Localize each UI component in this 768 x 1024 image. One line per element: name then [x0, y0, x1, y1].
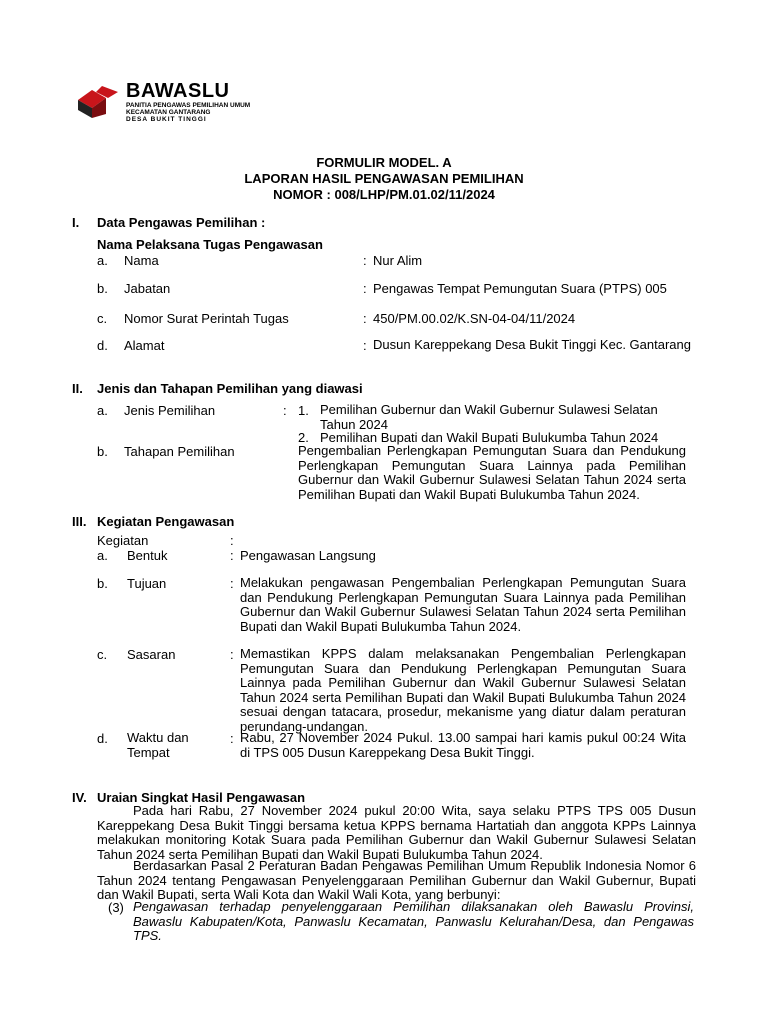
s1-d-value: Dusun Kareppekang Desa Bukit Tinggi Kec. Gantarang	[373, 337, 691, 352]
logo-line-1: PANITIA PENGAWAS PEMILIHAN UMUM	[126, 102, 251, 109]
s2-b-value: Pengembalian Perlengkapan Pemungutan Suara dan Pendukung Perlengkapan Pemungutan Suara Lainnya pada Pemilihan Gubernur dan Wakil Gubernur Sulawesi Selatan Tahun 2024 serta Pemilihan Bupati dan Wakil Bupati Bulukumba Tahun 2024.	[298, 443, 686, 502]
s3-kegiatan-colon: :	[230, 533, 234, 548]
s2-a-item-2-text: Pemilihan Bupati dan Wakil Bupati Bulukumba Tahun 2024	[320, 430, 659, 445]
s1-a-colon: :	[363, 253, 367, 268]
s3-b-letter: b.	[97, 576, 108, 591]
section-2-title: Jenis dan Tahapan Pemilihan yang diawasi	[97, 381, 363, 396]
s1-d-letter: d.	[97, 338, 108, 353]
section-1-number: I.	[72, 215, 80, 230]
s4-quote-text: Pengawasan terhadap penyelenggaraan Pemilihan dilaksanakan oleh Bawaslu Provinsi, Bawaslu Kabupaten/Kota, Panwaslu Kecamatan, Panwaslu Kelurahan/Desa, dan Pengawas TPS.	[133, 899, 694, 943]
s1-b-value: Pengawas Tempat Pemungutan Suara (PTPS) 005	[373, 281, 667, 296]
section-4-number: IV.	[72, 790, 87, 805]
s1-b-letter: b.	[97, 281, 108, 296]
s3-c-letter: c.	[97, 647, 108, 662]
form-title: FORMULIR MODEL. A	[316, 155, 452, 170]
s2-a-item-1-number: 1.	[298, 403, 309, 418]
section-1-subtitle: Nama Pelaksana Tugas Pengawasan	[97, 237, 323, 252]
s3-c-colon: :	[230, 647, 234, 662]
s3-c-value: Memastikan KPPS dalam melaksanakan Pengembalian Perlengkapan Pemungutan Suara dan Pendukung Perlengkapan Pemungutan Suara Lainnya pada Pemilihan Gubernur dan Wakil Gubernur Sulawesi Selatan Tahun 2024 serta Pemilihan Bupati dan Wakil Bupati Bulukumba Tahun 2024 sesuai dengan tatacara, prosedur, mekanisme yang diatur dalam peraturan perundang-undangan.	[240, 646, 686, 734]
s3-a-letter: a.	[97, 548, 108, 563]
s2-a-item-1-text: Pemilihan Gubernur dan Wakil Gubernur Sulawesi Selatan Tahun 2024	[320, 402, 658, 432]
s4-paragraph-1: Pada hari Rabu, 27 November 2024 pukul 20:00 Wita, saya selaku PTPS TPS 005 Dusun Kareppekang Desa Bukit Tinggi bersama ketua KPPS bernama Hartatiah dan anggota KPPs Lainnya melakukan monitoring Kotak Suara pada Pemilihan Gubernur dan Wakil Gubernur Sulawesi Selatan Tahun 2024 serta Pemilihan Bupati dan Wakil Bupati Bulukumba Tahun 2024.	[97, 803, 696, 862]
s2-a-label: Jenis Pemilihan	[124, 403, 216, 418]
logo-line-3: DESA BUKIT TINGGI	[126, 116, 207, 123]
s2-b-label: Tahapan Pemilihan	[124, 444, 235, 459]
s3-d-letter: d.	[97, 731, 108, 746]
s2-a-letter: a.	[97, 403, 108, 418]
s1-c-value: 450/PM.00.02/K.SN-04-04/11/2024	[373, 311, 576, 326]
logo-wordmark: BAWASLU	[126, 80, 230, 102]
s3-b-colon: :	[230, 576, 234, 591]
s1-c-label: Nomor Surat Perintah Tugas	[124, 311, 289, 326]
section-2-number: II.	[72, 381, 83, 396]
s3-a-value: Pengawasan Langsung	[240, 548, 376, 563]
s3-a-label: Bentuk	[127, 548, 168, 563]
s4-quote-number: (3)	[108, 900, 124, 915]
s4-paragraph-2: Berdasarkan Pasal 2 Peraturan Badan Pengawas Pemilihan Umum Republik Indonesia Nomor 6 Tahun 2024 tentang Pengawasan Penyelenggaraan Pemilihan Gubernur dan Wakil Gubernur, Bupati dan Wakil Bupati, serta Wali Kota dan Wakil Wali Kota, yang berbunyi:	[97, 858, 696, 902]
s3-c-label: Sasaran	[127, 647, 176, 662]
s1-c-letter: c.	[97, 311, 108, 326]
s2-a-colon: :	[283, 403, 287, 418]
s1-b-label: Jabatan	[124, 281, 171, 296]
s3-kegiatan-label: Kegiatan	[97, 533, 149, 548]
section-4-title: Uraian Singkat Hasil Pengawasan	[97, 790, 306, 805]
s2-a-item-2-number: 2.	[298, 430, 309, 445]
logo-line-2: KECAMATAN GANTARANG	[126, 109, 211, 116]
s2-b-letter: b.	[97, 444, 108, 459]
s1-c-colon: :	[363, 311, 367, 326]
s3-b-value: Melakukan pengawasan Pengembalian Perlengkapan Pemungutan Suara dan Pendukung Perlengkapan Pemungutan Suara Lainnya pada Pemilihan Gubernur dan Wakil Gubernur Sulawesi Selatan Tahun 2024 serta Pemilihan Bupati dan Wakil Bupati Bulukumba Tahun 2024.	[240, 575, 686, 634]
s3-b-label: Tujuan	[127, 576, 167, 591]
s3-d-value: Rabu, 27 November 2024 Pukul. 13.00 sampai hari kamis pukul 00:24 Wita di TPS 005 Dusun Kareppekang Desa Bukit Tinggi.	[240, 730, 686, 760]
s3-a-colon: :	[230, 548, 234, 563]
s3-d-colon: :	[230, 731, 234, 746]
report-title: LAPORAN HASIL PENGAWASAN PEMILIHAN	[244, 171, 524, 186]
section-1-title: Data Pengawas Pemilihan :	[97, 215, 266, 230]
report-number: NOMOR : 008/LHP/PM.01.02/11/2024	[273, 187, 495, 202]
s1-a-label: Nama	[124, 253, 159, 268]
s3-d-label: Waktu dan Tempat	[127, 730, 189, 760]
section-3-title: Kegiatan Pengawasan	[97, 514, 235, 529]
bawaslu-emblem-icon	[76, 84, 122, 118]
section-3-number: III.	[72, 514, 87, 529]
s1-b-colon: :	[363, 281, 367, 296]
s1-d-label: Alamat	[124, 338, 165, 353]
s1-d-colon: :	[363, 338, 367, 353]
bawaslu-logo	[76, 80, 256, 130]
s1-a-letter: a.	[97, 253, 108, 268]
s1-a-value: Nur Alim	[373, 253, 423, 268]
